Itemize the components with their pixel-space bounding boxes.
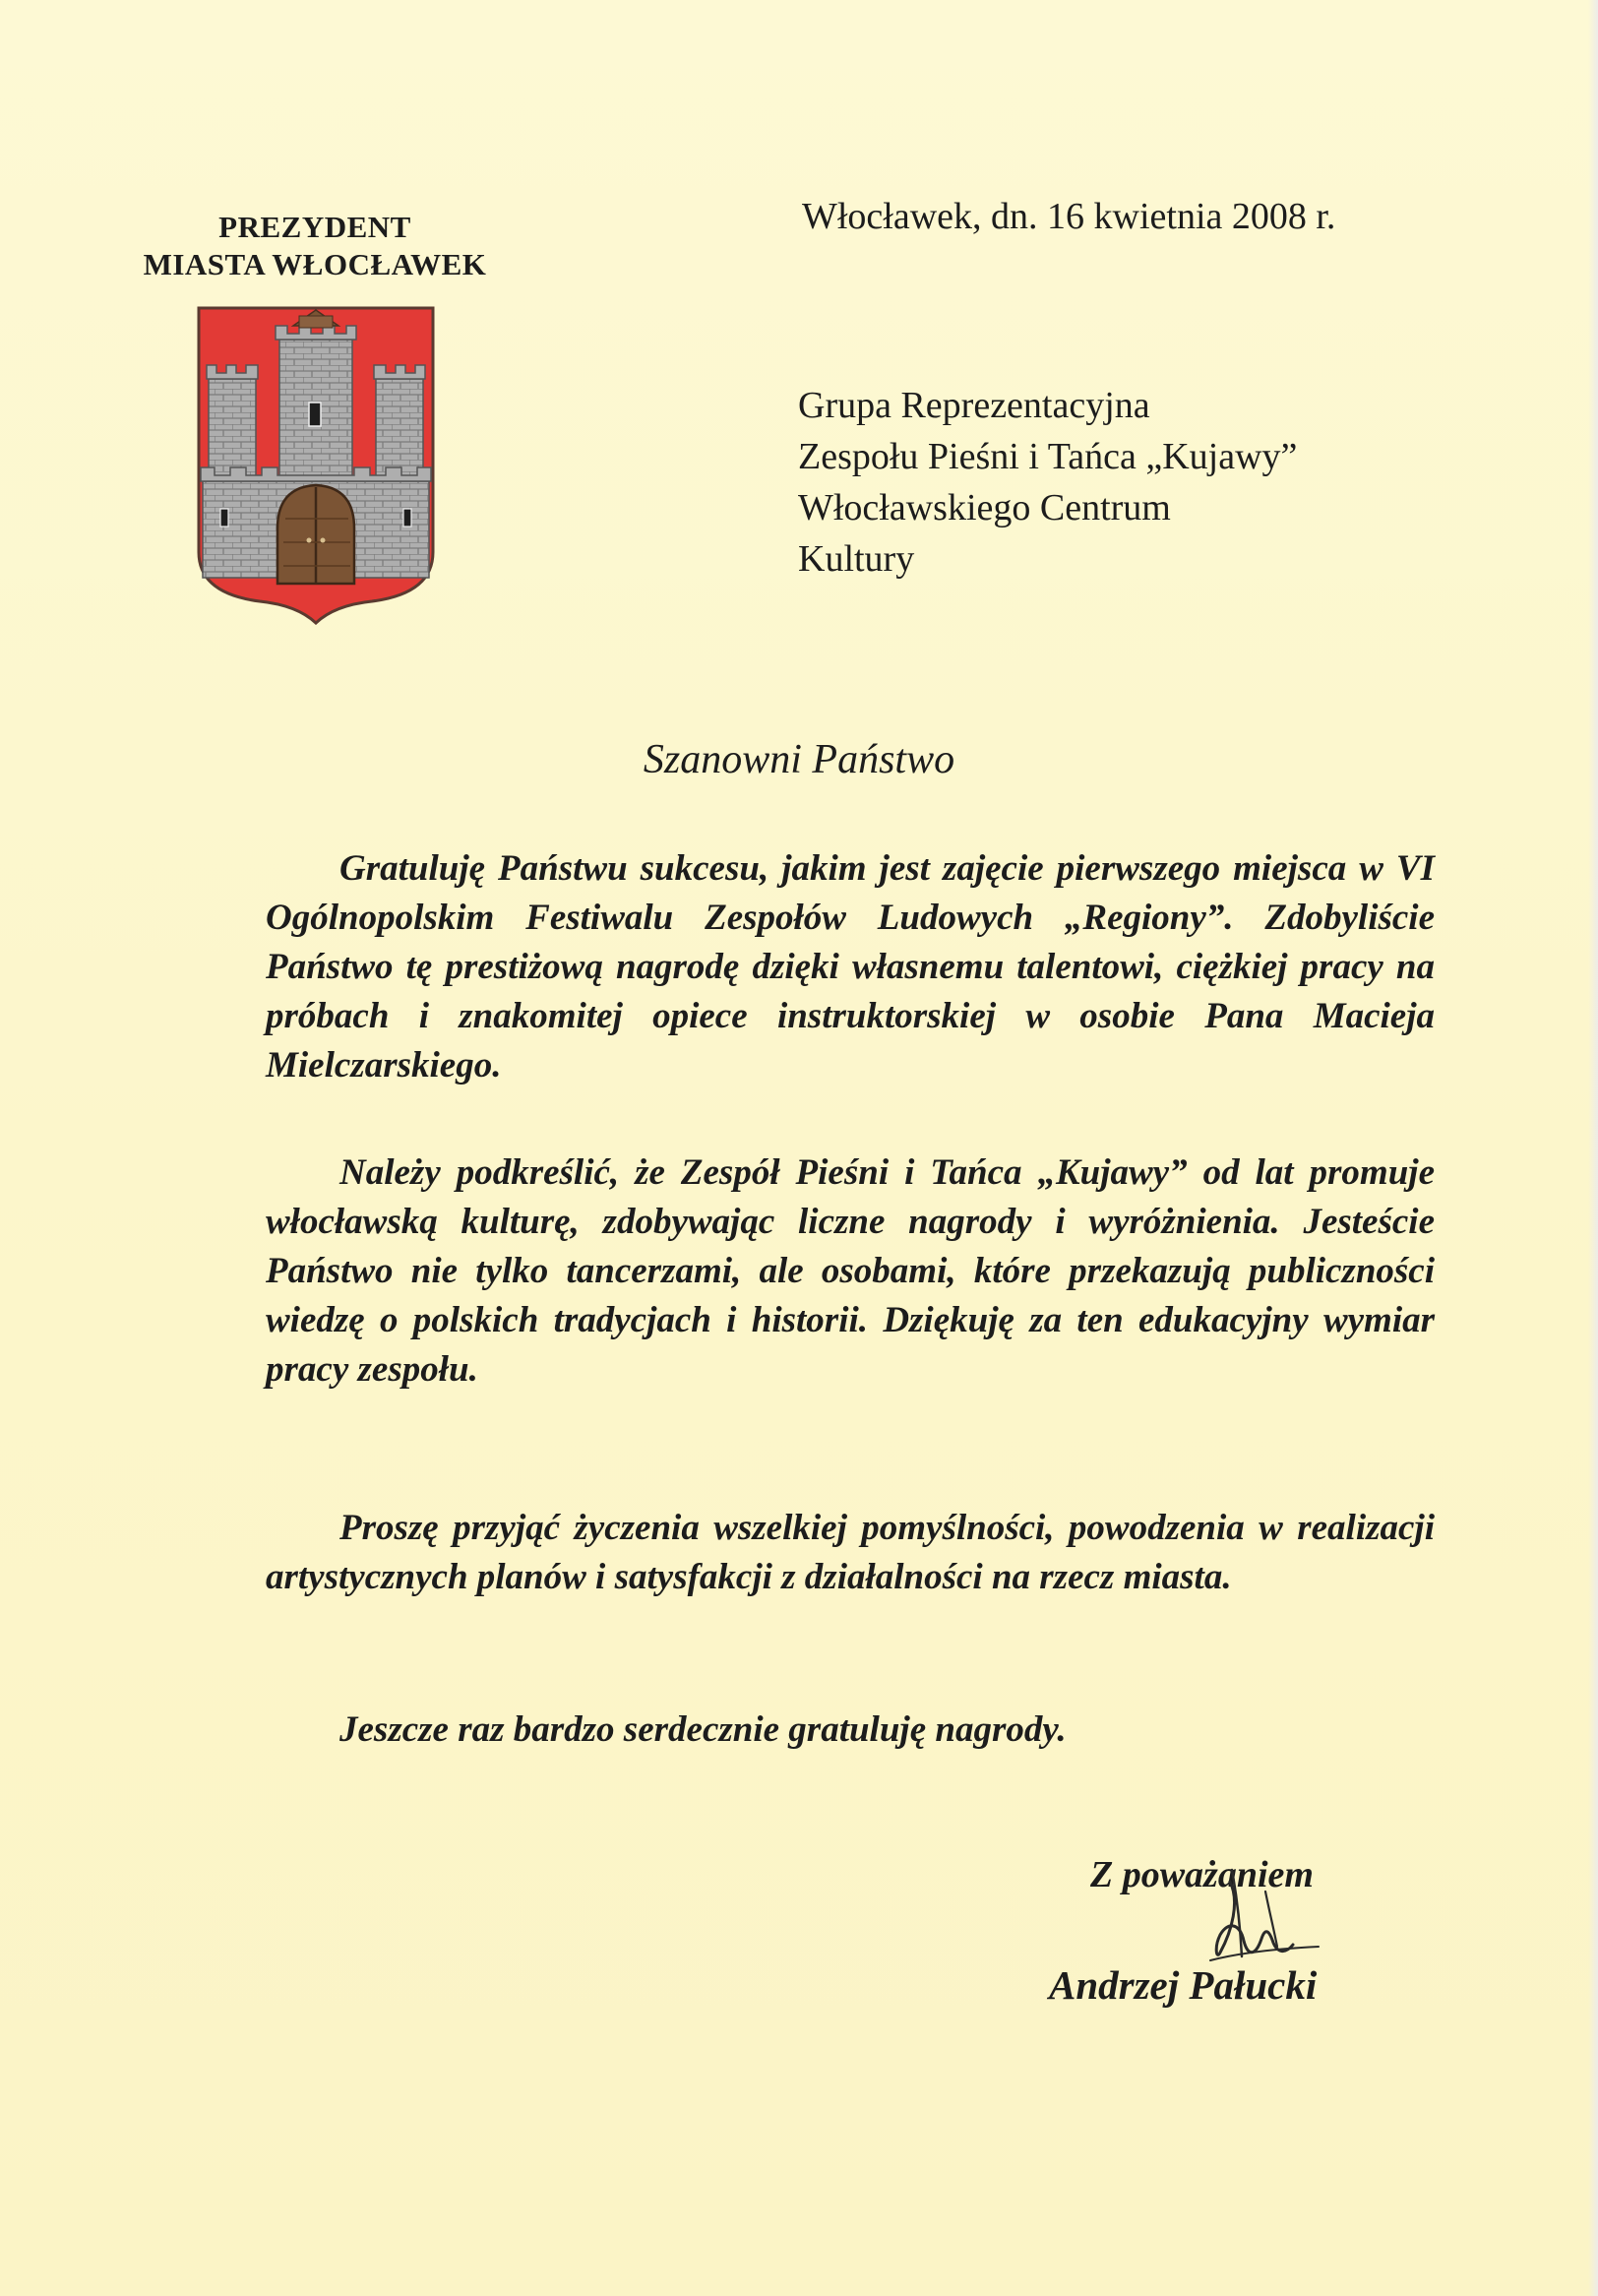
salutation: Szanowni Państwo [643,737,955,782]
body-paragraph-4: Jeszcze raz bardzo serdecznie gratuluję nagrody. [339,1709,1067,1750]
letterhead-line-1: PREZYDENT [218,210,411,244]
body-paragraph-3: Proszę przyjąć życzenia wszelkiej pomyślności, powodzenia w realizacji artystycznych planów i satysfakcji z działalności na rzecz miasta. [266,1508,1435,1597]
letterhead [108,209,522,283]
recipient-line: Kultury [798,538,915,580]
body-paragraph-1: Gratuluję Państwu sukcesu, jakim jest zajęcie pierwszego miejsca w VI Ogólnopolskim Festiwalu Zespołów Ludowych „Regiony”. Zdobyliście Państwo tę prestiżową nagrodę dzięki własnemu talentowi, ciężkiej pracy na próbach i znakomitej opiece instruktorskiej w osobie Pana Macieja Mielczarskiego. [266,848,1435,1086]
closing-phrase: Z poważaniem [1090,1854,1314,1895]
page-edge [1588,0,1598,2296]
wloclawek-coat-of-arms-icon [197,306,435,625]
signer-name: Andrzej Pałucki [1049,1962,1318,2008]
recipient-address [798,380,1297,585]
letter-date: Włocławek, dn. 16 kwietnia 2008 r. [802,196,1336,237]
body-paragraph-2: Należy podkreślić, że Zespół Pieśni i Tańca „Kujawy” od lat promuje włocławską kulturę, zdobywając liczne nagrody i wyróżnienia. Jesteście Państwo nie tylko tancerzami, ale osobami, które przekazują publiczności wiedzę o polskich tradycjach i historii. Dziękuję za ten edukacyjny wymiar pracy zespołu. [266,1152,1435,1390]
recipient-line: Grupa Reprezentacyjna [798,385,1150,426]
letterhead-line-2: MIASTA WŁOCŁAWEK [143,247,487,281]
recipient-line: Włocławskiego Centrum [798,487,1171,528]
recipient-line: Zespołu Pieśni i Tańca „Kujawy” [798,436,1298,477]
